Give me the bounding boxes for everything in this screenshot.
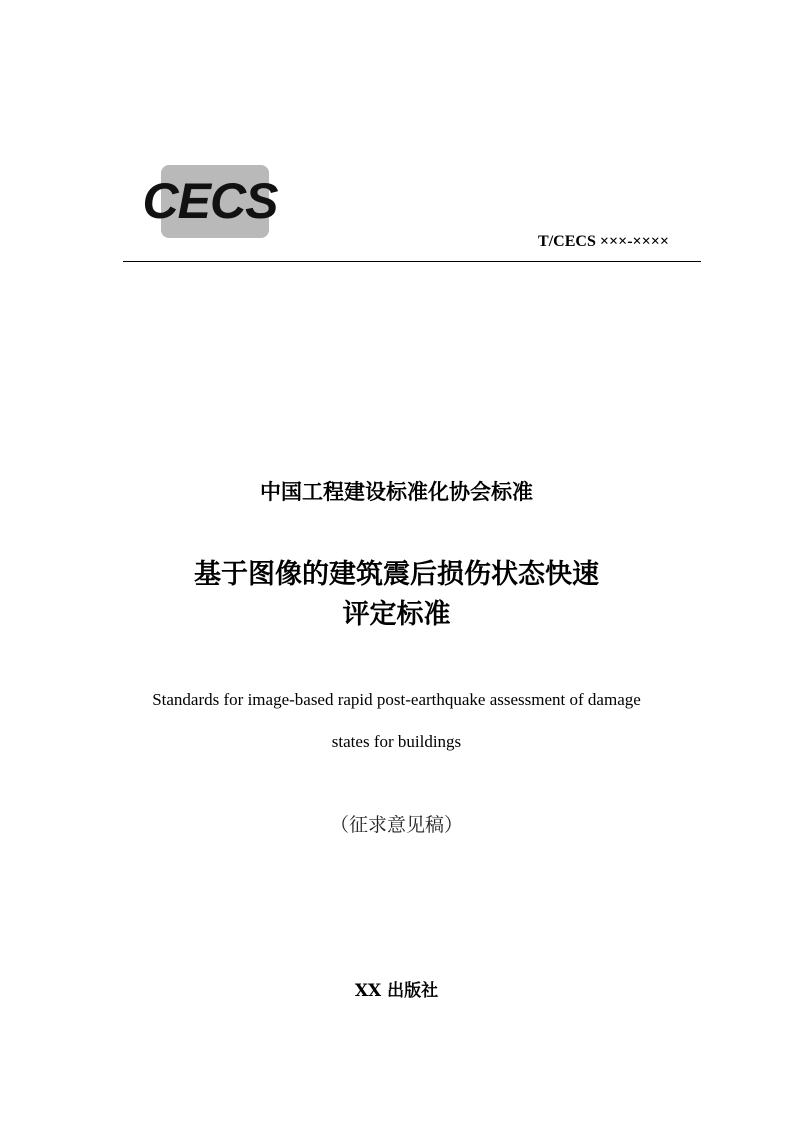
association-name: 中国工程建设标准化协会标准 xyxy=(260,480,533,504)
cecs-logo xyxy=(137,165,283,238)
english-title-line-1: Standards for image-based rapid post-earthquake assessment of damage xyxy=(152,690,641,709)
standard-code: T/CECS ×××-×××× xyxy=(538,233,669,250)
draft-status: （征求意见稿） xyxy=(329,814,463,836)
logo-text: CECS xyxy=(142,173,278,229)
header-divider xyxy=(123,261,701,262)
title-line-2: 评定标准 xyxy=(342,599,451,630)
publisher: XX 出版社 xyxy=(354,981,439,1001)
english-title-line-2: states for buildings xyxy=(331,732,462,751)
title-line-1: 基于图像的建筑震后损伤状态快速 xyxy=(194,559,599,590)
